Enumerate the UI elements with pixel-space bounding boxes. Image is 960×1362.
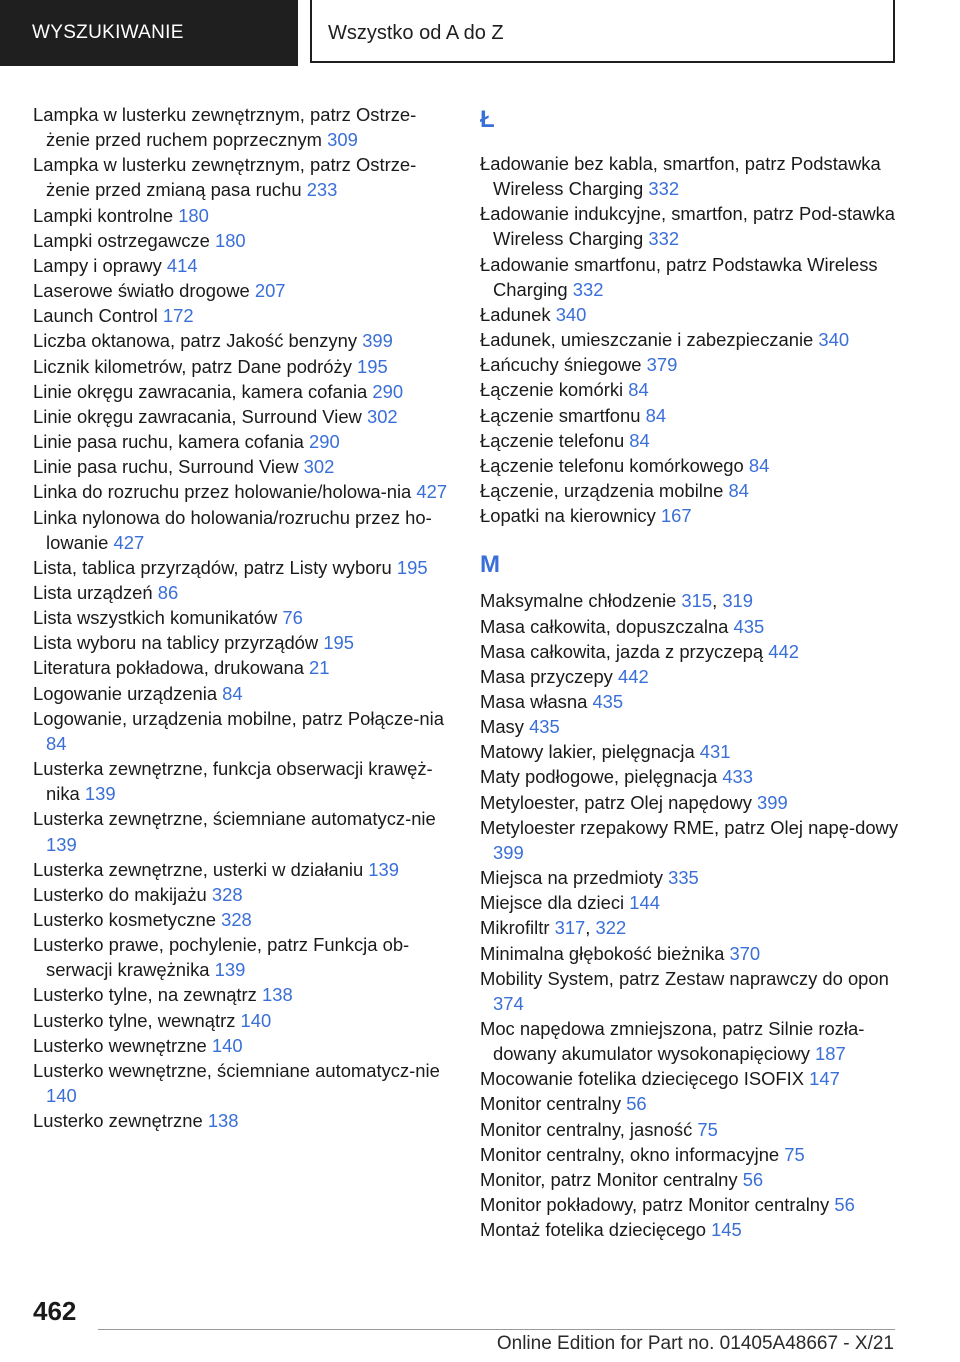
page-header [0,0,960,66]
index-entry-term: Lampki ostrzegawcze [33,229,210,251]
page-reference-link[interactable]: 335 [668,867,699,889]
index-entry [33,454,451,479]
index-entry-term: Lusterko zewnętrzne [33,1110,203,1132]
page-reference-link[interactable]: 75 [697,1118,718,1140]
index-entry-term: Launch Control [33,305,158,327]
index-entry-term: Lusterko tylne, na zewnątrz [33,984,257,1006]
index-entry-term: Lusterka zewnętrzne, usterki w działaniu [33,858,364,880]
page-reference-link[interactable]: 167 [660,505,692,527]
page-reference-link[interactable]: 139 [214,959,246,981]
index-entry-term: Literatura pokładowa, drukowana [33,657,304,679]
index-entry-term: Liczba oktanowa, patrz Jakość benzyny [33,330,358,352]
index-entry [480,890,900,915]
index-entry [480,478,900,503]
index-entry-term: Masa własna [480,690,588,712]
page-reference-link[interactable]: 56 [834,1194,855,1216]
index-entry-term: Logowanie, urządzenia mobilne, patrz Połącze‐nia [33,707,444,729]
index-entry-term: Ładunek [480,303,551,325]
footer-divider [98,1329,895,1330]
page-reference-link[interactable]: 435 [529,716,560,738]
page-reference-link[interactable]: 399 [362,330,393,352]
page-reference-link[interactable]: 442 [618,665,649,687]
index-entry [33,253,451,278]
index-entry [480,201,900,251]
index-entry [480,1142,900,1167]
index-entry-term: Linie pasa ruchu, kamera cofania [33,431,304,453]
index-entry-term: Łopatki na kierownicy [480,505,656,527]
index-entry [480,503,900,528]
index-entry [480,377,900,402]
page-reference-link[interactable]: 414 [166,254,198,276]
index-entry-term: Monitor centralny [480,1093,622,1115]
index-entry [480,1167,900,1192]
index-entry [33,102,451,152]
page-reference-link[interactable]: 56 [742,1168,764,1190]
index-entry-term: Łączenie smartfonu [480,404,641,426]
page-reference-link[interactable]: 399 [757,791,788,813]
index-entry [480,790,900,815]
index-entry-term: Miejsca na przedmioty [480,867,663,889]
page-reference-link[interactable]: 84 [628,379,649,401]
index-column-right [480,102,900,1242]
page-reference-link[interactable]: 84 [629,429,650,451]
page-reference-link[interactable]: 435 [592,690,624,712]
page-reference-link[interactable]: 75 [784,1143,805,1165]
page-reference-link[interactable]: 140 [46,1085,77,1107]
index-entry [480,428,900,453]
page-separator: , [712,590,718,612]
page-reference-link[interactable]: 319 [722,590,754,612]
index-entry-term: Lista wszystkich komunikatów [33,607,278,629]
page-reference-link[interactable]: 172 [162,305,194,327]
index-entry-term: Monitor, patrz Monitor centralny [480,1168,738,1190]
index-entry [480,453,900,478]
page-reference-link[interactable]: 302 [303,456,335,478]
index-entry-term: Masy [480,716,524,738]
index-entry-term: Lampka w lusterku zewnętrznym, patrz Ostrze‐żenie przed zmianą pasa ruchu [33,154,417,201]
index-entry-term: Mocowanie fotelika dziecięcego ISOFIX [480,1068,805,1090]
page-reference-link[interactable]: 332 [572,278,604,300]
index-entry-term: Lusterko tylne, wewnątrz [33,1009,236,1031]
index-entry-term: Lusterko prawe, pochylenie, patrz Funkcja ob‐serwacji krawężnika [33,934,410,981]
index-entry [480,302,900,327]
page-reference-link[interactable]: 84 [46,732,67,754]
index-entry [33,404,451,429]
page-reference-link[interactable]: 56 [626,1093,647,1115]
index-entry-term: Metyloester, patrz Olej napędowy [480,791,752,813]
page-reference-link[interactable]: 138 [262,984,293,1006]
page-reference-link[interactable]: 328 [211,883,243,905]
index-entry [33,580,451,605]
page-reference-link[interactable]: 84 [645,404,667,426]
index-entry [480,739,900,764]
topic-tab[interactable]: Wszystko od A do Z [310,0,895,63]
index-entry-term: Metyloester rzepakowy RME, patrz Olej napę‐dowy [480,816,899,838]
page-reference-link[interactable]: 84 [222,682,243,704]
page-reference-link[interactable]: 431 [699,741,731,763]
index-entry-term: Lista wyboru na tablicy przyrządów [33,632,319,654]
page-reference-link[interactable]: 180 [214,229,246,251]
index-entry-term: Ładunek, umieszczanie i zabezpieczanie [480,329,814,351]
index-entry-term: Logowanie urządzenia [33,682,218,704]
page-reference-link[interactable]: 290 [309,431,340,453]
index-entry-term: Monitor centralny, jasność [480,1118,693,1140]
index-entry [480,865,900,890]
page-reference-link[interactable]: 374 [493,992,524,1014]
footer-edition: Online Edition for Part no. 01405A48667 - X/21 [496,1333,894,1354]
index-entry [33,303,451,328]
index-entry [480,327,900,352]
index-entry [480,1016,900,1066]
index-entry-term: Lampy i oprawy [33,254,162,276]
index-entry [33,681,451,706]
page-reference-link[interactable]: 139 [84,783,116,805]
page-reference-link[interactable]: 328 [221,909,252,930]
page-reference-link[interactable]: 195 [323,632,354,654]
index-entry [33,756,451,806]
index-entry [480,941,900,966]
page-separator: , [585,917,591,939]
index-entry-term: Montaż fotelika dziecięcego [480,1219,706,1241]
section-tab[interactable]: WYSZUKIWANIE [0,0,298,66]
page-reference-link[interactable]: 340 [555,303,587,325]
page-reference-link[interactable]: 302 [366,405,398,427]
page-reference-link[interactable]: 84 [728,480,749,502]
index-entry-term: Łączenie telefonu komórkowego [480,454,744,476]
page-reference-link[interactable]: 187 [815,1043,846,1065]
index-entry [480,352,900,377]
index-entry-term: Mikrofiltr [480,917,550,939]
index-entry [33,605,451,630]
index-entry [480,714,900,739]
index-entry-term: Minimalna głębokość bieżnika [480,942,725,964]
page-reference-link[interactable]: 145 [711,1219,742,1241]
index-entry [33,505,451,555]
index-entry [33,982,451,1007]
page-number: 462 [33,1296,77,1326]
index-entry-term: Masa całkowita, jazda z przyczepą [480,640,764,662]
index-entry-term: Mobility System, patrz Zestaw naprawczy do opon [480,967,889,989]
index-entry-term: Lampka w lusterku zewnętrznym, patrz Ostrze‐żenie przed ruchem poprzecznym [33,104,417,151]
index-entry-term: Linka do rozruchu przez holowanie/holowa‐nia [33,481,412,503]
index-entry [480,966,900,1016]
index-entry-term: Ładowanie indukcyjne, smartfon, patrz Pod‐stawka Wireless Charging [480,203,896,250]
index-entry-term: Lampki kontrolne [33,204,174,226]
page-reference-link[interactable]: 332 [648,228,680,250]
index-entry [33,1058,451,1108]
index-entry [480,764,900,789]
index-entry [480,151,900,201]
page-reference-link[interactable]: 427 [416,481,448,503]
page-reference-link[interactable]: 76 [282,607,303,629]
page-reference-link[interactable]: 139 [368,858,399,880]
index-entry-term: Monitor centralny, okno informacyjne [480,1143,780,1165]
page-reference-link[interactable]: 195 [396,556,428,578]
page-reference-link[interactable]: 317 [554,917,586,939]
index-entry [33,706,451,756]
index-entry [33,882,451,907]
index-entry [33,278,451,303]
index-entry [33,152,451,202]
page-reference-link[interactable]: 315 [681,590,713,612]
index-entry-term: Linie pasa ruchu, Surround View [33,456,299,478]
page-reference-link[interactable]: 370 [729,942,761,964]
index-entry-term: Łańcuchy śniegowe [480,354,642,376]
index-entry-term: Łączenie, urządzenia mobilne [480,480,724,502]
page-reference-link[interactable]: 322 [595,917,627,939]
index-entry-term: Linie okręgu zawracania, kamera cofania [33,380,368,402]
index-entry [33,857,451,882]
index-entry [480,915,900,940]
page-reference-link[interactable]: 435 [733,615,765,637]
index-entry [480,588,900,613]
page-reference-link[interactable]: 180 [178,204,209,226]
index-entry [33,429,451,454]
index-entry [33,354,451,379]
index-entry [33,1108,451,1133]
page-reference-link[interactable]: 332 [648,178,680,200]
page-reference-link[interactable]: 138 [207,1110,239,1132]
index-entry [33,328,451,353]
index-entry [480,1117,900,1142]
index-column-left [33,102,451,1133]
index-entry-term: Łączenie telefonu [480,429,625,451]
index-entry-term: Masa całkowita, dopuszczalna [480,615,729,637]
index-entry-term: Linka nylonowa do holowania/rozruchu przez ho‐lowanie [33,506,432,553]
index-entry-term: Laserowe światło drogowe [33,280,250,302]
page-reference-link[interactable]: 21 [309,657,330,679]
index-entry [480,1066,900,1091]
index-entry-term: Lista urządzeń [33,581,153,603]
page-reference-link[interactable]: 427 [113,531,145,553]
page-reference-link[interactable]: 207 [254,280,286,302]
page-reference-link[interactable]: 340 [818,329,850,351]
page-reference-link[interactable]: 84 [748,454,770,476]
index-entry [480,614,900,639]
page-reference-link[interactable]: 233 [306,179,338,201]
index-entry [33,1008,451,1033]
index-entry-term: Masa przyczepy [480,665,613,687]
page-reference-link[interactable]: 379 [646,354,678,376]
page-reference-link[interactable]: 86 [157,581,179,603]
index-entry-term: Maty podłogowe, pielęgnacja [480,766,718,788]
index-entry [480,1192,900,1217]
index-letter-heading: M [480,551,500,579]
index-entry [33,655,451,680]
index-entry [33,479,451,504]
index-entry-term: Ładowanie bez kabla, smartfon, patrz Podstawka Wireless Charging [480,153,881,200]
index-entry [480,1217,900,1242]
page-reference-link[interactable]: 139 [46,833,77,855]
index-entry-term: Linie okręgu zawracania, Surround View [33,405,362,427]
index-entry [480,664,900,689]
index-entry [33,555,451,580]
index-entry-term: Miejsce dla dzieci [480,892,625,914]
index-entry [480,252,900,302]
index-entry [33,907,451,932]
index-entry-term: Maksymalne chłodzenie [480,590,677,612]
index-entry [33,630,451,655]
index-letter-heading: Ł [480,106,495,133]
index-entry-term: Moc napędowa zmniejszona, patrz Silnie rozła‐dowany akumulator wysokonapięciowy [480,1018,865,1065]
index-entry-term: Matowy lakier, pielęgnacja [480,741,695,763]
index-entry-term: Lusterka zewnętrzne, funkcja obserwacji krawęż‐nika [33,758,433,805]
page-reference-link[interactable]: 140 [211,1034,243,1056]
index-entry-term: Monitor pokładowy, patrz Monitor centralny [480,1194,830,1216]
index-entry [33,203,451,228]
index-entry-term: Łączenie komórki [480,379,624,401]
page-reference-link[interactable]: 399 [493,841,524,863]
index-entry [480,639,900,664]
index-entry-term: Lusterko kosmetyczne [33,909,216,930]
index-entry-term: Lusterko do makijażu [33,883,207,905]
page-reference-link[interactable]: 433 [722,766,754,788]
index-entry [33,932,451,982]
index-entry [480,689,900,714]
index-entry-term: Ładowanie smartfonu, patrz Podstawka Wireless Charging [480,253,878,300]
index-entry [33,379,451,404]
index-entry-term: Lusterko wewnętrzne [33,1034,207,1056]
page-reference-link[interactable]: 140 [240,1009,272,1031]
index-entry [480,815,900,865]
index-entry [33,228,451,253]
index-entry [480,1091,900,1116]
index-entry-term: Lista, tablica przyrządów, patrz Listy wyboru [33,556,392,578]
index-entry-term: Licznik kilometrów, patrz Dane podróży [33,355,352,377]
index-entry-term: Lusterko wewnętrzne, ściemniane automatycz‐nie [33,1059,440,1081]
page-reference-link[interactable]: 147 [809,1068,840,1090]
page-reference-link[interactable]: 309 [327,129,358,151]
index-entry [33,1033,451,1058]
index-entry [480,403,900,428]
page-reference-link[interactable]: 442 [768,640,799,662]
page-reference-link[interactable]: 195 [357,355,388,377]
page-reference-link[interactable]: 290 [372,380,404,402]
index-entry [33,806,451,856]
page-reference-link[interactable]: 144 [629,892,660,914]
index-entry-term: Lusterka zewnętrzne, ściemniane automatycz‐nie [33,808,436,830]
